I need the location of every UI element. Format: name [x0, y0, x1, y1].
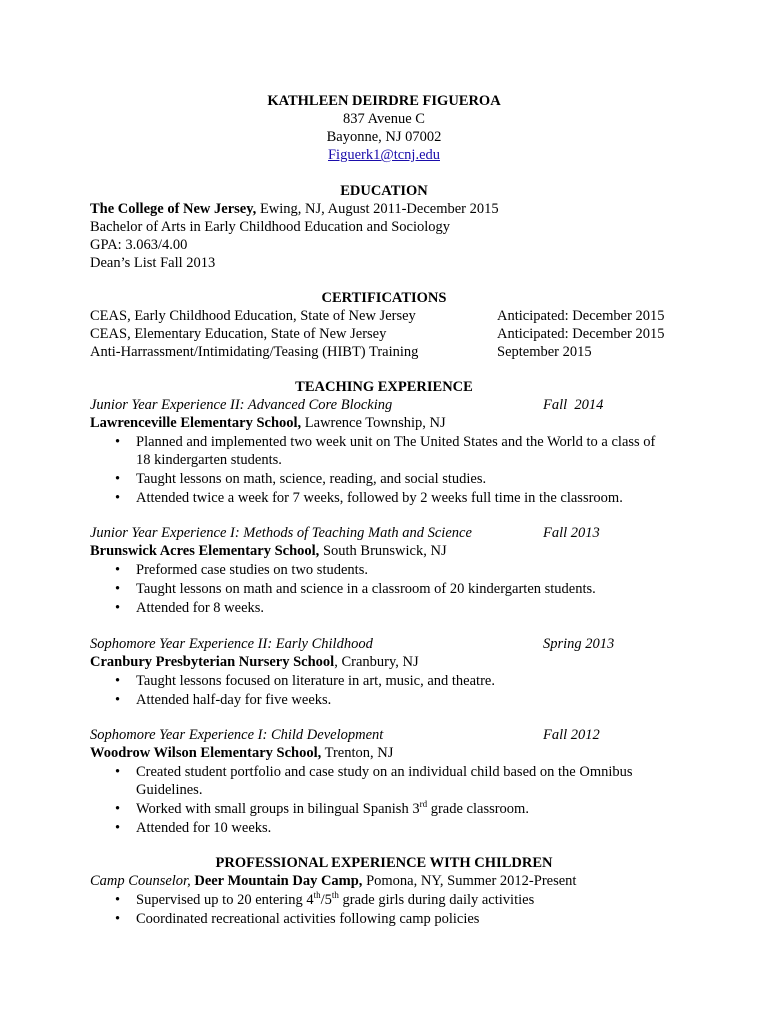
bullet-text: Taught lessons on math and science in a classroom of 20 kindergarten students.: [136, 581, 596, 597]
experience-term: Fall 2012: [543, 727, 600, 743]
experience-title: Sophomore Year Experience I: Child Development: [90, 727, 384, 743]
bullet-text: Attended for 10 weeks.: [136, 820, 272, 836]
bullet-text: Preformed case studies on two students.: [136, 562, 368, 578]
experience-location: , Cranbury, NJ: [334, 654, 419, 670]
experience-school-line: [90, 542, 447, 560]
bullet-icon: •: [115, 434, 121, 450]
professional-role: Camp Counselor,: [90, 873, 191, 889]
bullet-icon: •: [115, 892, 121, 908]
bullet-icon: •: [115, 801, 121, 817]
bullet-text-part: grade girls during daily activities: [338, 892, 535, 908]
certification-date: September 2015: [497, 344, 592, 360]
certification-name: CEAS, Elementary Education, State of New Jersey: [90, 326, 387, 342]
experience-term: Fall 2013: [543, 525, 600, 541]
ordinal-superscript: th: [313, 890, 321, 900]
experience-term: Spring 2013: [543, 636, 615, 652]
bullet-text-continued: Guidelines.: [136, 782, 203, 798]
education-degree: Bachelor of Arts in Early Childhood Education and Sociology: [90, 219, 451, 235]
certifications-heading: CERTIFICATIONS: [321, 290, 447, 306]
bullet-text-part: /5: [320, 892, 332, 908]
bullet-text-continued: 18 kindergarten students.: [136, 452, 282, 468]
bullet-text: Attended twice a week for 7 weeks, followed by 2 weeks full time in the classroom.: [136, 490, 623, 506]
experience-school: Woodrow Wilson Elementary School,: [90, 745, 322, 761]
email-link[interactable]: Figuerk1@tcnj.edu: [327, 147, 440, 163]
experience-title: Junior Year Experience II: Advanced Core Blocking: [90, 397, 393, 413]
experience-school-line: [90, 744, 393, 762]
education-gpa: GPA: 3.063/4.00: [90, 237, 188, 253]
address-city: Bayonne, NJ 07002: [326, 129, 442, 145]
ordinal-superscript: rd: [419, 799, 428, 809]
experience-school-line: [90, 414, 446, 432]
bullet-text: Coordinated recreational activities following camp policies: [136, 911, 480, 927]
experience-location: Trenton, NJ: [321, 745, 394, 761]
education-school-line: [90, 200, 499, 218]
certification-date: Anticipated: December 2015: [497, 326, 665, 342]
certification-name: CEAS, Early Childhood Education, State of New Jersey: [90, 308, 416, 324]
bullet-text-part: grade classroom.: [427, 801, 529, 817]
applicant-name: KATHLEEN DEIRDRE FIGUEROA: [267, 93, 501, 109]
bullet-text: [136, 891, 534, 909]
bullet-text-part: Worked with small groups in bilingual Spanish 3: [136, 801, 420, 817]
teaching-heading: TEACHING EXPERIENCE: [295, 379, 473, 395]
professional-heading: PROFESSIONAL EXPERIENCE WITH CHILDREN: [215, 855, 553, 871]
bullet-icon: •: [115, 764, 121, 780]
bullet-icon: •: [115, 820, 121, 836]
experience-school-line: [90, 653, 419, 671]
bullet-icon: •: [115, 673, 121, 689]
experience-school: Brunswick Acres Elementary School,: [90, 543, 320, 559]
certification-name: Anti-Harrassment/Intimidating/Teasing (HIBT) Training: [90, 344, 419, 360]
email-line: [0, 146, 768, 164]
bullet-icon: •: [115, 581, 121, 597]
bullet-text: Taught lessons focused on literature in art, music, and theatre.: [136, 673, 495, 689]
experience-term: Fall 2014: [543, 397, 604, 413]
education-deans-list: Dean’s List Fall 2013: [90, 255, 216, 271]
experience-title: Junior Year Experience I: Methods of Teaching Math and Science: [90, 525, 472, 541]
experience-school: Cranbury Presbyterian Nursery School: [90, 654, 335, 670]
professional-employer: Deer Mountain Day Camp,: [190, 873, 363, 889]
professional-role-line: [90, 872, 576, 890]
education-school-details: Ewing, NJ, August 2011-December 2015: [256, 201, 499, 217]
address-street: 837 Avenue C: [343, 111, 425, 127]
bullet-text: Attended half-day for five weeks.: [136, 692, 332, 708]
ordinal-superscript: th: [331, 890, 339, 900]
bullet-text: Created student portfolio and case study on an individual child based on the Omnibus: [136, 764, 633, 780]
bullet-icon: •: [115, 600, 121, 616]
bullet-text: [136, 800, 529, 818]
experience-school: Lawrenceville Elementary School,: [90, 415, 302, 431]
experience-title: Sophomore Year Experience II: Early Childhood: [90, 636, 373, 652]
experience-location: South Brunswick, NJ: [319, 543, 447, 559]
education-heading: EDUCATION: [340, 183, 428, 199]
bullet-text: Planned and implemented two week unit on The United States and the World to a class of: [136, 434, 656, 450]
bullet-text: Attended for 8 weeks.: [136, 600, 265, 616]
bullet-icon: •: [115, 471, 121, 487]
bullet-icon: •: [115, 562, 121, 578]
education-school: The College of New Jersey,: [90, 201, 257, 217]
bullet-text: Taught lessons on math, science, reading, and social studies.: [136, 471, 487, 487]
professional-details: Pomona, NY, Summer 2012-Present: [362, 873, 577, 889]
bullet-icon: •: [115, 911, 121, 927]
certification-date: Anticipated: December 2015: [497, 308, 665, 324]
bullet-icon: •: [115, 692, 121, 708]
bullet-text-part: Supervised up to 20 entering 4: [136, 892, 314, 908]
bullet-icon: •: [115, 490, 121, 506]
experience-location: Lawrence Township, NJ: [301, 415, 446, 431]
